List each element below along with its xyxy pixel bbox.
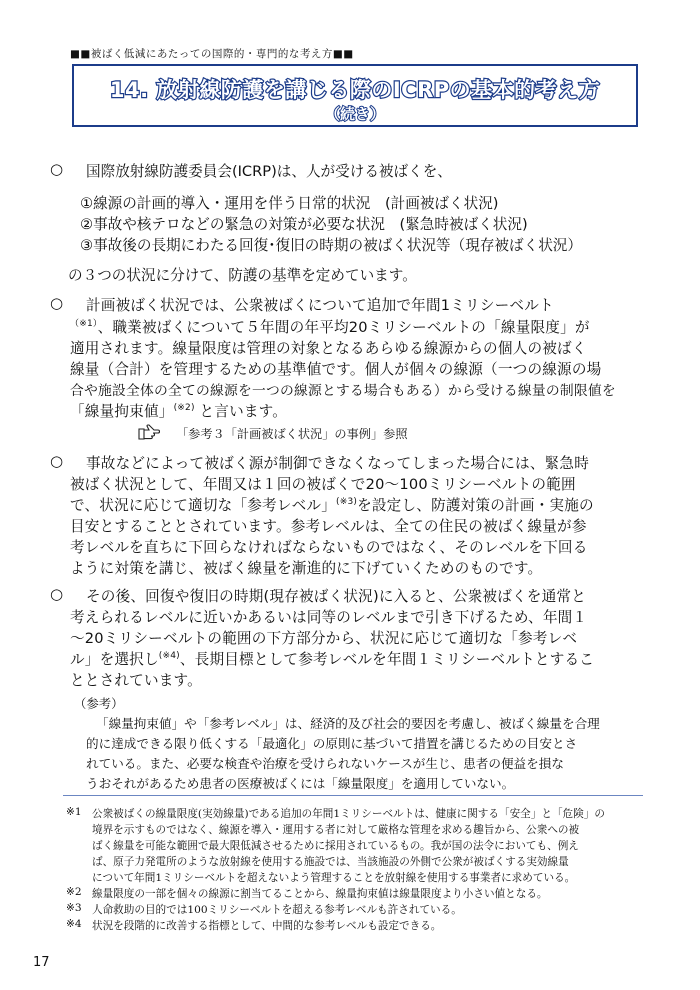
list-item: ③事故後の長期にわたる回復･復旧の時期の被ばく状況等（現存被ばく状況）	[80, 237, 582, 254]
footnote-label: ※4	[66, 918, 82, 930]
paragraph-line	[70, 400, 287, 421]
paragraph-line: 事故などによって被ばく源が制御できなくなってしまった場合には、緊急時	[86, 455, 589, 472]
paragraph-line: 目安とすることとされています。参考レベルは、全ての住民の被ばく線量が参	[70, 518, 587, 535]
footnote-ref: (※4)	[158, 651, 180, 661]
section-1-outro: の３つの状況に分けて、防護の基準を定めています。	[68, 267, 417, 284]
reference-heading: （参考）	[74, 696, 124, 711]
footnote-label: ※1	[66, 806, 82, 818]
footnote-ref: (※3)	[336, 497, 358, 507]
page-number: 17	[33, 955, 50, 970]
paragraph-line: 適用されます。線量限度は管理の対象となるあらゆる線源からの個人の被ばく	[70, 340, 587, 357]
paragraph-line	[70, 316, 590, 337]
paragraph-line: 線量（合計）を管理するための基準値です。個人が個々の線源（一つの線源の場	[70, 361, 602, 378]
footnote-text: 線量限度の一部を個々の線源に割当てることから、線量拘束値は線量限度より小さい値となる。	[92, 888, 548, 900]
footnote-text: 人命救助の目的では100ミリシーベルトを超える参考レベルも許されている。	[92, 904, 462, 916]
reference-line: 的に達成できる限り低くする「最適化」の原則に基づいて措置を講じるための目安とさ	[86, 736, 578, 751]
paragraph-text: 、長期目標として参考レベルを年間１ミリシーベルトとするこ	[179, 651, 595, 668]
paragraph-text: と言います。	[194, 403, 288, 420]
footnote-label: ※3	[66, 902, 82, 914]
bullet-marker: ○	[50, 160, 64, 178]
paragraph-line	[70, 494, 594, 515]
reference-line: れている。また、必要な検査や治療を受けられないケースが生じ、患者の便益を損な	[86, 756, 564, 771]
pointing-hand-icon	[138, 424, 160, 440]
paragraph-line: 合や施設全体の全ての線源を一つの線源とする場合もある）から受ける線量の制限値を	[70, 383, 616, 399]
paragraph-line: ととされています。	[70, 672, 202, 689]
page-title: 14. 放射線防護を講じる際のICRPの基本的考え方	[109, 78, 601, 102]
footnote-ref: (※2)	[173, 403, 195, 413]
paragraph-line: ～20ミリシーベルトの範囲の下方部分から、状況に応じて適切な「参考レベ	[70, 630, 578, 647]
footnote-text: ば、原子力発電所のような放射線を使用する施設では、当該施設の外側で公衆が被ばくする実効線量	[92, 856, 569, 868]
paragraph-line: 被ばく状況として、年間又は１回の被ばくで20～100ミリシーベルトの範囲	[70, 476, 576, 493]
footnote-divider	[63, 795, 643, 796]
paragraph-text: ル」を選択し	[70, 651, 159, 668]
list-item: ①線源の計画的導入・運用を伴う日常的状況 (計画被ばく状況)	[80, 195, 499, 212]
title-box	[72, 64, 638, 127]
footnote-text: 状況を段階的に改善する指標として、中間的な参考レベルも設定できる。	[92, 920, 442, 932]
footnote-text: 公衆被ばくの線量限度(実効線量)である追加の年間1ミリシーベルトは、健康に関する「安全」と「危険」の	[92, 808, 605, 820]
paragraph-line: 考えられるレベルに近いかあるいは同等のレベルまで引き下げるため、年間１	[70, 609, 588, 626]
paragraph-line: 考レベルを直ちに下回らなければならないものではなく、そのレベルを下回る	[70, 539, 588, 556]
paragraph-text: で、状況に応じて適切な「参考レベル」	[70, 497, 336, 514]
list-item: ②事故や核テロなどの緊急の対策が必要な状況 (緊急時被ばく状況)	[80, 216, 528, 233]
bullet-marker: ○	[50, 294, 64, 312]
paragraph-text: 「線量拘束値」	[70, 403, 174, 420]
section-1-intro: 国際放射線防護委員会(ICRP)は、人が受ける被ばくを、	[86, 163, 452, 180]
bullet-marker: ○	[50, 585, 64, 603]
bullet-marker: ○	[50, 452, 64, 470]
page-subtitle: （続き）	[324, 105, 385, 123]
paragraph-line: その後、回復や復旧の時期(現存被ばく状況)に入ると、公衆被ばくを通常と	[86, 588, 586, 605]
footnote-text: について年間1ミリシーベルトを超えないよう管理することを放射線を使用する事業者に求めている。	[92, 872, 576, 884]
paragraph-text: を設定し、防護対策の計画・実施の	[357, 497, 594, 514]
paragraph-line	[70, 648, 594, 669]
footnote-label: ※2	[66, 886, 82, 898]
footnote-text: 境界を示すものではなく、線源を導入・運用する者に対して厳格な管理を求める趣旨から、公衆への被	[92, 824, 580, 836]
reference-line: 「線量拘束値」や「参考レベル」は、経済的及び社会的要因を考慮し、被ばく線量を合理	[96, 716, 600, 731]
footnote-text: ばく線量を可能な範囲で最大限低減させるために採用されているもの。我が国の法令においても、例え	[92, 840, 579, 852]
paragraph-line: ように対策を講じ、被ばく線量を漸進的に下げていくためのものです。	[70, 560, 543, 577]
section-kicker: ■■被ばく低減にあたっての国際的・専門的な考え方■■	[70, 48, 354, 60]
paragraph-line: 計画被ばく状況では、公衆被ばくについて追加で年間1ミリシーベルト	[86, 297, 554, 314]
paragraph-text: 、職業被ばくについて５年間の年平均20ミリシーベルトの「線量限度」が	[97, 319, 590, 336]
reference-line: うおそれがあるため患者の医療被ばくには「線量限度」を適用していない。	[86, 776, 515, 791]
footnote-ref: （※1）	[70, 319, 98, 329]
reference-note: 「参考３「計画被ばく状況」の事例」参照	[176, 427, 408, 441]
